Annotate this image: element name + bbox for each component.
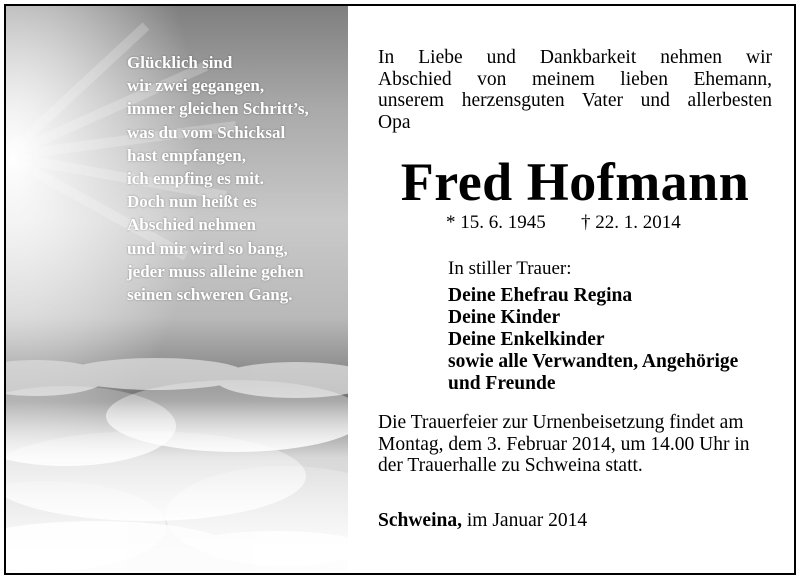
poem-line: hast empfangen, bbox=[127, 145, 247, 165]
place-name: Schweina, bbox=[378, 510, 462, 531]
mourners-label: In stiller Trauer: bbox=[448, 258, 572, 279]
mourners-list bbox=[448, 285, 738, 395]
poem-line: was du vom Schicksal bbox=[127, 122, 286, 142]
service-line: der Trauerhalle zu Schweina statt. bbox=[378, 455, 643, 476]
deceased-name: Fred Hofmann bbox=[400, 152, 750, 212]
poem-line: seinen schweren Gang. bbox=[127, 285, 293, 305]
closing-date: im Januar 2014 bbox=[466, 510, 588, 531]
intro-line: unserem herzensguten Vater und allerbesten bbox=[378, 90, 772, 111]
poem-line: Abschied nehmen bbox=[127, 215, 256, 235]
poem-line: jeder muss alleine gehen bbox=[127, 261, 304, 281]
poem-line: wir zwei gegangen, bbox=[127, 76, 265, 96]
poem-line: ich empfing es mit. bbox=[127, 169, 264, 189]
birth-date: * 15. 6. 1945 bbox=[446, 212, 546, 233]
poem-line: Glücklich sind bbox=[127, 53, 233, 72]
mourner-line: und Freunde bbox=[448, 373, 556, 394]
service-line: Die Trauerfeier zur Urnenbeisetzung findet am bbox=[378, 412, 744, 433]
service-info bbox=[378, 412, 772, 477]
poem-line: und mir wird so bang, bbox=[127, 238, 288, 258]
clouds-photo bbox=[6, 6, 348, 571]
poem bbox=[127, 51, 309, 306]
mourner-line: Deine Ehefrau Regina bbox=[448, 285, 633, 306]
intro-line: Opa bbox=[378, 111, 411, 133]
mourner-line: Deine Kinder bbox=[448, 307, 561, 328]
intro-line: Abschied von meinem lieben Ehemann, bbox=[378, 68, 772, 90]
service-line: Montag, dem 3. Februar 2014, um 14.00 Uhr in bbox=[378, 433, 750, 455]
poem-line: Doch nun heißt es bbox=[127, 192, 257, 212]
poem-line: immer gleichen Schritt’s, bbox=[127, 99, 309, 119]
death-date: † 22. 1. 2014 bbox=[581, 212, 681, 233]
intro-line: In Liebe und Dankbarkeit nehmen wir bbox=[378, 47, 772, 68]
intro-text bbox=[378, 47, 772, 133]
place-date bbox=[378, 510, 587, 532]
mourner-line: Deine Enkelkinder bbox=[448, 329, 605, 350]
mourner-line: sowie alle Verwandten, Angehörige bbox=[448, 351, 739, 372]
